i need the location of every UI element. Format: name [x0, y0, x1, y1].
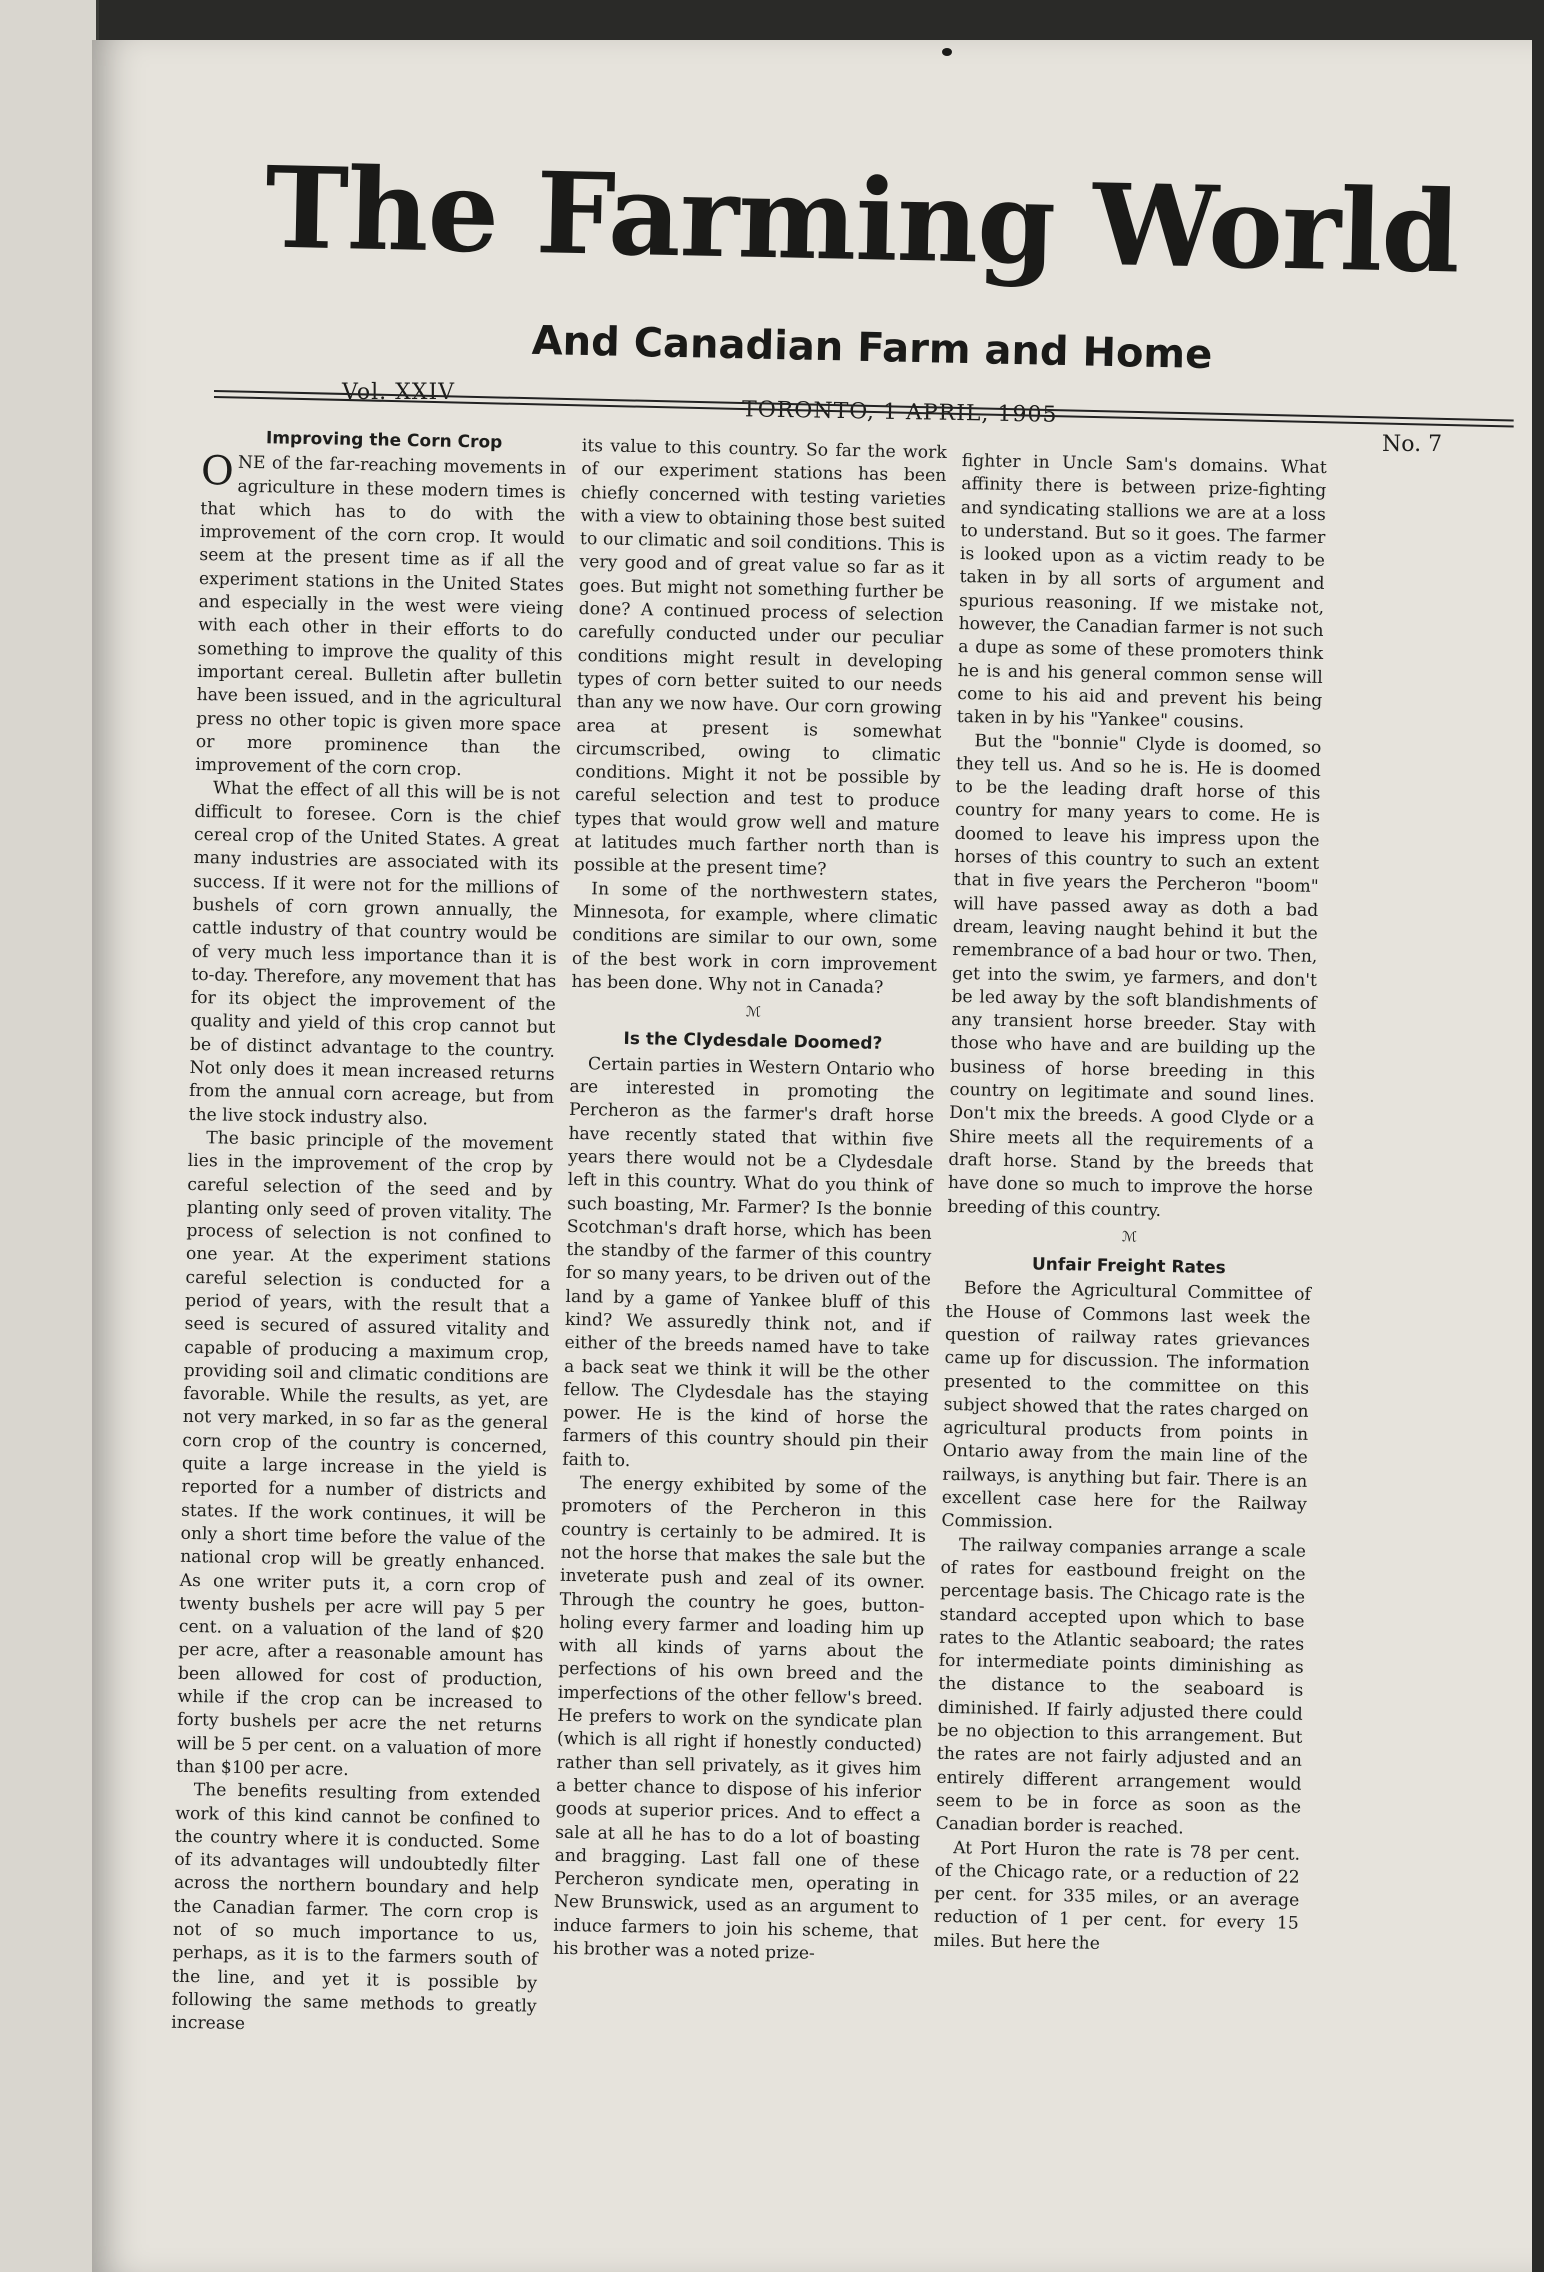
ink-speck [942, 48, 952, 56]
issue-number: No. 7 [1382, 432, 1443, 457]
article-paragraph: fighter in Uncle Sam's domains. What affinity there is between prize-fighting and syndicating stallions we are at a loss to understand. But so it goes. The farmer is looked upon as a victim ready to be taken in by all sorts of argument and spurious reasoning. If we mistake not, however, the Canadian farmer is not such a dupe as some of these promoters think he is and his general common sense will come to his aid and prevent his being taken in by his "Yankee" cousins. [956, 450, 1327, 733]
article-column-2 [553, 435, 947, 1968]
article-paragraph: In some of the northwestern states, Minnesota, for example, where climatic conditions are similar to our own, some of the best work in corn improvement has been done. Why not in Canada? [571, 878, 939, 998]
article-heading: Is the Clydesdale Doomed? [623, 1029, 883, 1055]
newspaper-page [92, 40, 1532, 2272]
drop-cap: O [200, 448, 235, 495]
article-paragraph: The railway companies arrange a scale of rates for eastbound freight on the percentage basis. The Chicago rate is the standard accepted upon which to base rates to the Atlantic seaboard; the rates for intermediate points diminishing as the distance to the seaboard is diminished. If fairly adjusted there could be no objection to this arrangement. But the rates are not fairly adjusted and an entirely different arrangement would seem to be in force as soon as the Canadian border is reached. [935, 1534, 1307, 1839]
volume-label: Vol. XXIV [342, 380, 456, 405]
article-paragraph: But the "bonnie" Clyde is doomed, so they tell us. And so he is. He is doomed to be the leading draft horse of this country for many years to come. He is doomed to leave his impress upon the horses of this country to such an extent that in five years the Percheron "boom" will have passed away as doth a bad dream, leaving naught behind it but the remembrance of a bad hour or two. Then, get into the swim, ye farmers, and don't be led away by the soft blandishments of any transient horse breeder. Stay with those who have and are building up the business of horse breeding in this country on legitimate and sound lines. Don't mix the breeds. A good Clyde or a Shire meets all the requirements of a draft horse. Stand by the breeds that have done so much to improve the horse breeding of this country. [947, 730, 1322, 1221]
article-paragraph: its value to this country. So far the work of our experiment stations has been chiefly concerned with testing varieties with a view to obtaining those best suited to our climatic and soil conditions. This is very good and of great value so far as it goes. But might not something further be done? A continued process of selection carefully conducted under our peculiar conditions might result in developing types of corn better suited to our needs than any we now have. Our corn growing area at present is somewhat circumscribed, owing to climatic conditions. Might it not be possible by careful selection and test to produce types that would grow well and mature at latitudes much farther north than is possible at the present time? [573, 435, 947, 881]
masthead-subtitle: And Canadian Farm and Home [531, 317, 1213, 379]
section-ornament: ℳ [1121, 1229, 1138, 1246]
article-column-1 [171, 420, 567, 2042]
article-heading: Unfair Freight Rates [1031, 1254, 1226, 1279]
article-paragraph: What the effect of all this will be is not difficult to foresee. Corn is the chief cereal crop of the United States. A great many industries are associated with its success. If it were not for the millions of bushels of corn grown annually, the cattle industry of that country would be of very much less importance than it is to-day. Therefore, any movement that has for its object the improvement of the quality and yield of this crop cannot but be of distinct advantage to the country. Not only does it mean increased returns from the annual corn acreage, but from the live stock industry also. [188, 778, 561, 1130]
article-paragraph [195, 448, 567, 784]
masthead-title: The Farming World [263, 142, 1461, 299]
article-paragraph: The benefits resulting from extended work of this kind cannot be confined to the country where it is conducted. Some of its advantages will undoubtedly filter across the northern boundary and help the Canadian farmer. The corn crop is not of so much importance to us, perhaps, as it is to the farmers south of the line, and yet it is possible by following the same methods to greatly increase [171, 1780, 541, 2035]
binding-margin [0, 0, 99, 2272]
article-paragraph: Certain parties in Western Ontario who are interested in promoting the Percheron as the farmer's draft horse have recently stated that within five years there would not be a Clydesdale left in this country. What do you think of such boasting, Mr. Farmer? Is the bonnie Scotchman's draft horse, which has been the standby of the farmer of this country for so many years, to be driven out of the land by a game of Yankee bluff of this kind? We assuredly think not, and if either of the breeds named have to take a back seat we think it will be the other fellow. The Clydesdale has the staying power. He is the kind of horse the farmers of this country should pin their faith to. [562, 1053, 936, 1471]
article-heading: Improving the Corn Crop [265, 428, 503, 453]
dateline: TORONTO, 1 APRIL, 1905 [741, 397, 1058, 428]
section-ornament: ℳ [745, 1004, 762, 1021]
article-paragraph: The energy exhibited by some of the promoters of the Percheron in this country is certainly to be admired. It is not the horse that makes the sale but the inveterate push and zeal of its owner. Through the country he goes, button-holing every farmer and loading him up with all kinds of yarns about the perfections of his own breed and the imperfections of the other fellow's breed. He prefers to work on the syndicate plan (which is all right if honestly conducted) rather than sell privately, as it gives him a better chance to dispose of his inferior goods at superior prices. And to effect a sale at all he has to do a lot of boasting and bragging. Last fall one of these Percheron syndicate men, operating in New Brunswick, used as an argument to induce farmers to join his scheme, that his brother was a noted prize- [552, 1473, 928, 1964]
paragraph-text: NE of the far-reaching movements in agriculture in these modern times is that which has to do with the improvement of the corn crop. It would seem at the present time as if all the experiment stations in the United States and especially in the west were vieing with each other in their efforts to do something to improve the quality of this important cereal. Bulletin after bulletin have been issued, and in the agricultural press no other topic is given more space or more prominence than the improvement of the corn crop. [195, 452, 567, 781]
article-paragraph: At Port Huron the rate is 78 per cent. of the Chicago rate, or a reduction of 22 per cent. for 335 miles, or an average reduction of 1 per cent. for every 15 miles. But here the [933, 1837, 1301, 1954]
article-column-3 [933, 450, 1327, 1960]
article-paragraph: The basic principle of the movement lies in the improvement of the crop by careful selection of the seed and by planting only seed of proven vitality. The process of selection is not confined to one year. At the experiment stations careful selection is conducted for a period of years, with the result that a seed is secured of assured vitality and capable of producing a maximum crop, providing soil and climatic conditions are favorable. While the results, as yet, are not very marked, in so far as the general corn crop of the country is concerned, quite a large increase in the yield is reported for a number of districts and states. If the work continues, it will be only a short time before the value of the national crop will be greatly enhanced. As one writer puts it, a corn crop of twenty bushels per acre will pay 5 per cent. on a valuation of the land of $20 per acre, after a reasonable amount has been allowed for cost of production, while if the crop can be increased to forty bushels per acre the net returns will be 5 per cent. on a valuation of more than $100 per acre. [175, 1128, 554, 1780]
article-paragraph: Before the Agricultural Committee of the House of Commons last week the question of railway rates grievances came up for discussion. The information presented to the committee on this subject showed that the rates charged on agricultural products from points in Ontario away from the main line of the railways, is anything but fair. There is an excellent case here for the Railway Commission. [941, 1278, 1312, 1534]
